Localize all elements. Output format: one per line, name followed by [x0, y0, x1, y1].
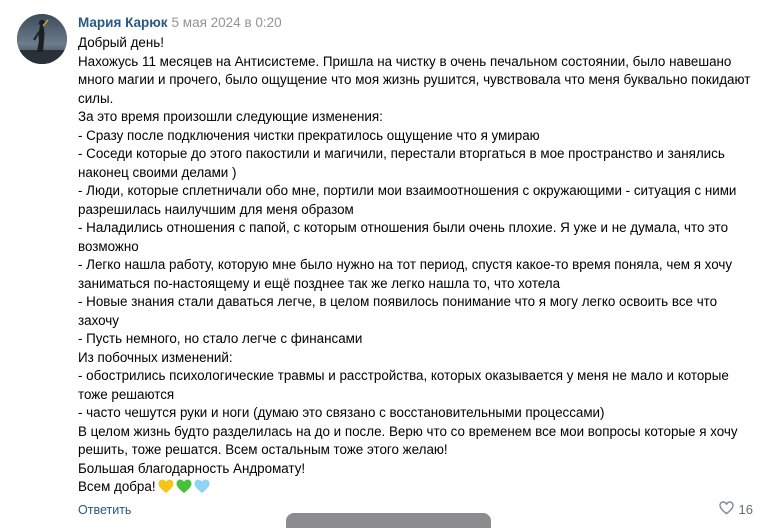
heart-shape [194, 480, 209, 493]
comment-line: решить, тоже решатся. Всем остальным тоже этого желаю! [78, 442, 448, 457]
comment-line: Нахожусь 11 месяцев на Антисистеме. Пришла на чистку в очень печальном состоянии, было навешано [78, 53, 732, 69]
comment-last-line [78, 478, 768, 500]
author-name[interactable]: Мария Карюк [78, 15, 168, 30]
comment-line: тоже решаются [78, 386, 175, 402]
comment-line: - Наладились отношения с папой, с которым отношения были очень плохие. Я уже и не думала, что это [78, 220, 729, 235]
comment-closing-text: Всем добра! [78, 479, 156, 494]
comment-line: - Новые знания стали даваться легче, в целом появилось понимание что я могу легко освоить все что [78, 294, 718, 309]
comment-line: наконец своими делами ) [78, 164, 237, 180]
green-heart-icon [176, 479, 192, 500]
comment-line: Из побочных изменений: [78, 349, 233, 365]
comment-line: - Пусть немного, но стало легче с финансами [78, 331, 363, 346]
bottom-overlay-bar [286, 513, 491, 528]
comment-date[interactable]: 5 мая 2024 в 0:20 [171, 15, 282, 30]
comment-line: - часто чешутся руки и ноги (думаю это связано с восстановительными процессами) [78, 405, 605, 420]
avatar-image [17, 14, 67, 64]
comment-line: - Соседи которые до этого пакостили и магичили, перестали вторгаться в мое пространство и занялись [78, 146, 725, 161]
comment-line: Добрый день! [78, 35, 164, 50]
comment-line: заниматься по-настоящему и ещё позднее так же легко нашла то, что хотела [78, 275, 561, 291]
comment-line: - обострились психологические травмы и расстройства, которых оказывается у меня не мало и которые [78, 368, 729, 383]
comment-line: - Сразу после подключения чистки прекратилось ощущение что я умираю [78, 127, 540, 143]
like-heart-icon [719, 501, 734, 519]
comment-line: возможно [78, 238, 139, 254]
likes-count: 16 [738, 502, 753, 517]
comment-line: - Легко нашла работу, которую мне было нужно на тот период, спустя какое-то время поняла, чем я хочу [78, 257, 733, 272]
comment-line: захочу [78, 312, 119, 328]
yellow-heart-icon [158, 479, 174, 500]
comment-text [78, 34, 768, 500]
comment-line: много магии и прочего, было ощущение что моя жизнь рушится, чувствовала что меня буквально покидают [78, 72, 751, 87]
heart-shape [176, 480, 191, 493]
reply-button[interactable]: Ответить [78, 503, 132, 517]
light-blue-heart-icon [194, 479, 210, 500]
heart-shape [158, 480, 173, 493]
comment-line: За это время произошли следующие изменения: [78, 109, 383, 124]
comment-line: - Люди, которые сплетничали обо мне, портили мои взаимоотношения с окружающими - ситуация с ними [78, 183, 737, 198]
comment-line: силы. [78, 90, 114, 106]
comment-header [78, 14, 282, 32]
comment-line: В целом жизнь будто разделилась на до и после. Верю что со временем все мои вопросы которые я хочу [78, 423, 738, 439]
like-button[interactable] [719, 501, 753, 519]
comment-line: Большая благодарность Андромату! [78, 460, 306, 476]
avatar[interactable] [17, 14, 67, 64]
heart-emojis [156, 479, 210, 494]
comment-line: разрешилась наилучшим для меня образом [78, 201, 354, 217]
